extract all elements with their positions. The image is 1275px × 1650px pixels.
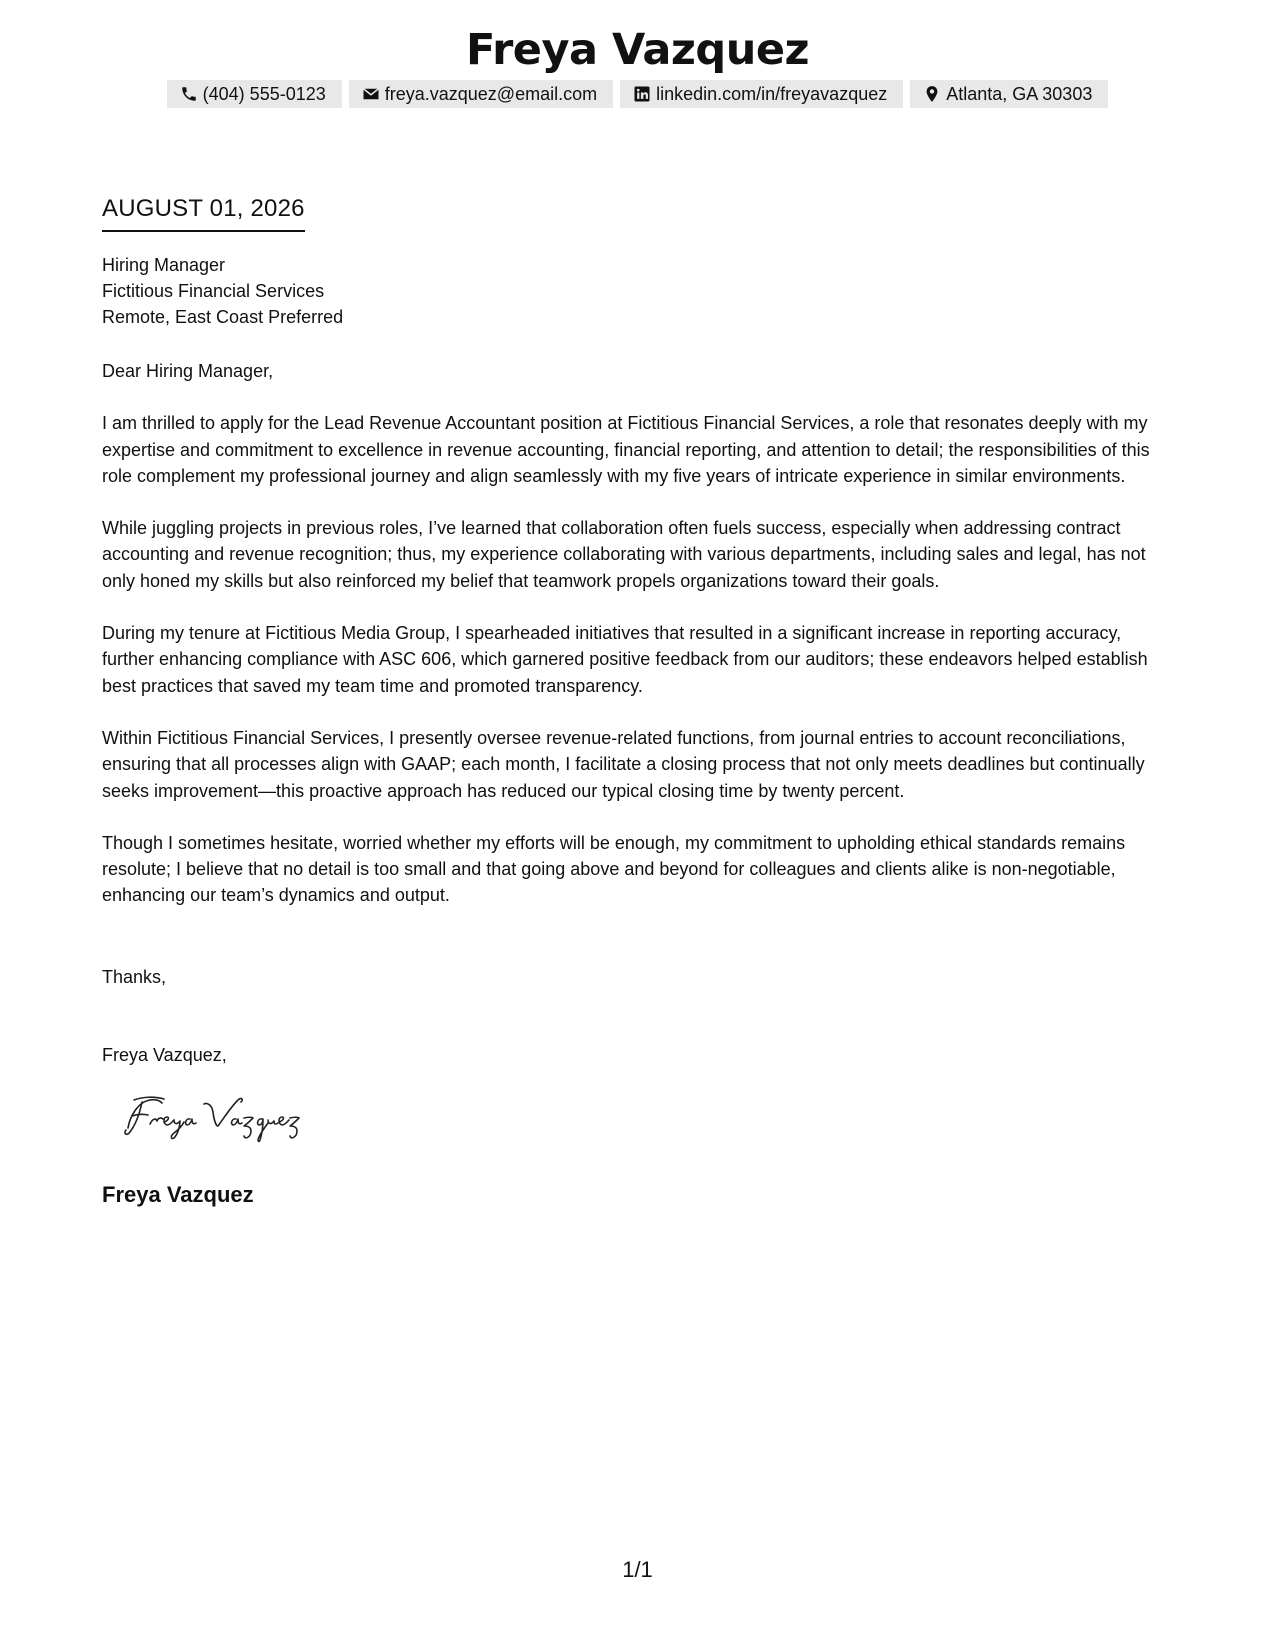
- phone-icon: [180, 85, 198, 103]
- recipient-title: Hiring Manager: [102, 255, 226, 275]
- body-paragraph: While juggling projects in previous roles, I’ve learned that collaboration often fuels success, especially when addressing contract accounting and revenue recognition; thus, my experience collaborating with various departments, including sales and legal, has not only honed my skills but also reinforced my belief that teamwork propels organizations toward their goals.: [102, 518, 1146, 591]
- letter-body: [102, 358, 1174, 935]
- signoff-name: Freya Vazquez,: [102, 1045, 227, 1065]
- body-paragraph: Though I sometimes hesitate, worried whether my efforts will be enough, my commitment to upholding ethical standards remains resolute; I believe that no detail is too small and that going above and beyond for colleagues and clients alike is non-negotiable, enhancing our team’s dynamics and output.: [102, 832, 1126, 906]
- printed-name: Freya Vazquez: [102, 1182, 254, 1207]
- location-text: Atlanta, GA 30303: [946, 83, 1093, 104]
- letter-date: AUGUST 01, 2026: [102, 193, 305, 232]
- body-paragraph: I am thrilled to apply for the Lead Revenue Accountant position at Fictitious Financial Services, a role that resonates deeply with my expertise and commitment to excellence in revenue accounting, financial reporting, and attention to detail; the responsibilities of this role complement my professional journey and align seamlessly with my five years of intricate experience in similar environments.: [102, 413, 1150, 486]
- body-paragraph: Within Fictitious Financial Services, I presently oversee revenue-related functions, from journal entries to account reconciliations, ensuring that all processes align with GAAP; each month, I facilitate a closing process that not only meets deadlines but continually seeks improvement—this proactive approach has reduced our typical closing time by twenty percent.: [102, 727, 1145, 801]
- envelope-icon: [362, 85, 380, 103]
- page-number: 1/1: [622, 1557, 653, 1582]
- salutation: Dear Hiring Manager,: [102, 361, 274, 381]
- handwritten-signature: [120, 1088, 350, 1148]
- map-marker-icon: [923, 85, 941, 103]
- contact-linkedin: [620, 80, 903, 108]
- contact-bar: [0, 80, 1275, 108]
- recipient-block: [102, 252, 343, 330]
- contact-email: [349, 80, 613, 108]
- recipient-location: Remote, East Coast Preferred: [102, 307, 344, 327]
- phone-text: (404) 555-0123: [202, 83, 326, 104]
- linkedin-text: linkedin.com/in/freyavazquez: [656, 83, 888, 104]
- applicant-name-heading: Freya Vazquez: [465, 25, 810, 75]
- linkedin-icon: [633, 85, 651, 103]
- contact-phone: [167, 80, 342, 108]
- body-paragraph: During my tenure at Fictitious Media Group, I spearheaded initiatives that resulted in a significant increase in reporting accuracy, further enhancing compliance with ASC 606, which garnered positive feedback from our auditors; these endeavors helped establish best practices that saved my team time and promoted transparency.: [102, 623, 1148, 696]
- email-text: freya.vazquez@email.com: [384, 83, 598, 104]
- contact-location: [910, 80, 1108, 108]
- closing-line: Thanks,: [102, 967, 167, 987]
- recipient-company: Fictitious Financial Services: [102, 281, 325, 301]
